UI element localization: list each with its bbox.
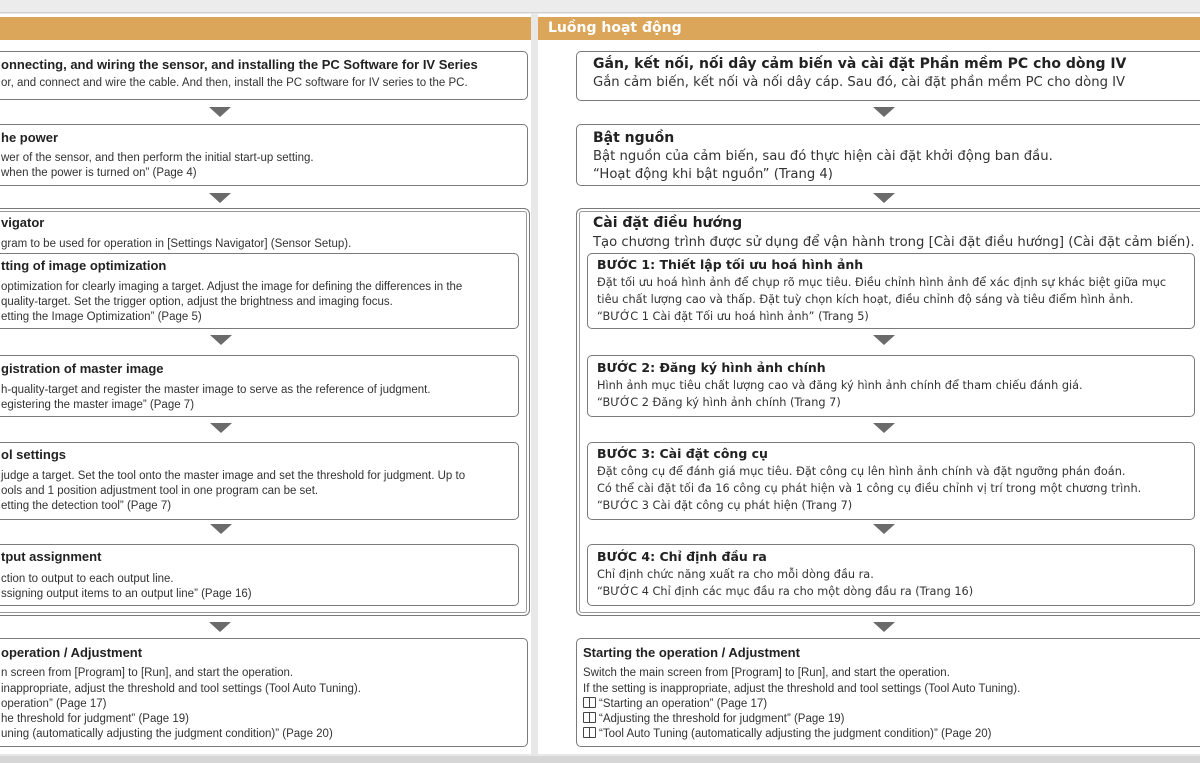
right-navigator-title: Cài đặt điều hướng: [593, 215, 743, 231]
right-operation-ref2: [583, 712, 844, 727]
down-arrow-icon: [209, 193, 231, 203]
right-step3-ref: “BƯỚC 3 Cài đặt công cụ phát hiện (Trang 7): [597, 499, 853, 512]
left-step3-ref: etting the detection tool” (Page 7): [1, 500, 172, 512]
down-arrow-icon: [210, 524, 232, 534]
right-step1-box: [587, 253, 1195, 329]
ref-text: “Starting an operation” (Page 17): [599, 698, 768, 710]
down-arrow-icon: [873, 335, 895, 345]
right-power-text: Bật nguồn của cảm biến, sau đó thực hiện cài đặt khởi động ban đầu.: [593, 149, 1053, 164]
left-operation-ref2: he threshold for judgment” (Page 19): [1, 713, 189, 725]
left-install-title: onnecting, and wiring the sensor, and installing the PC Software for IV Series: [1, 57, 478, 72]
book-icon: [583, 697, 595, 708]
left-step1-box: [0, 253, 519, 329]
left-operation-ref1: operation” (Page 17): [1, 698, 107, 710]
ref-text: “Tool Auto Tuning (automatically adjusting the judgment condition)” (Page 20): [599, 728, 992, 740]
right-step4-box: [587, 544, 1195, 606]
left-page-panel: [0, 14, 531, 754]
left-step4-title: tput assignment: [1, 549, 102, 564]
down-arrow-icon: [873, 193, 895, 203]
left-operation-text2: inappropriate, adjust the threshold and tool settings (Tool Auto Tuning).: [1, 683, 361, 695]
left-step4-ref: ssigning output items to an output line” (Page 16): [1, 588, 252, 600]
right-step4-text: Chỉ định chức năng xuất ra cho mỗi dòng đầu ra.: [597, 568, 874, 581]
left-power-box: [0, 124, 528, 186]
left-operation-title: operation / Adjustment: [1, 645, 143, 660]
right-operation-ref3: [583, 727, 992, 742]
right-operation-ref1: [583, 697, 767, 712]
left-navigator-frame: [0, 208, 530, 616]
left-install-text: or, and connect and wire the cable. And then, install the PC software for IV series to the PC.: [1, 77, 468, 89]
ref-text: “Adjusting the threshold for judgment” (Page 19): [599, 713, 845, 725]
right-step1-title: BƯỚC 1: Thiết lập tối ưu hoá hình ảnh: [597, 257, 864, 272]
down-arrow-icon: [873, 423, 895, 433]
left-step1-ref: etting the Image Optimization” (Page 5): [1, 311, 202, 323]
down-arrow-icon: [210, 423, 232, 433]
left-step1-title: tting of image optimization: [1, 258, 167, 273]
left-operation-text: n screen from [Program] to [Run], and start the operation.: [1, 667, 294, 679]
left-operation-ref3: uning (automatically adjusting the judgment condition)” (Page 20): [1, 728, 333, 740]
right-operation-text2: If the setting is inappropriate, adjust the threshold and tool settings (Tool Auto Tuning).: [583, 683, 1021, 695]
left-step4-box: [0, 544, 519, 606]
left-navigator-title: vigator: [1, 215, 45, 230]
right-install-title: Gắn, kết nối, nối dây cảm biến và cài đặt Phần mềm PC cho dòng IV: [593, 56, 1127, 72]
right-operation-title: Starting the operation / Adjustment: [583, 645, 800, 660]
left-step2-ref: egistering the master image” (Page 7): [1, 399, 195, 411]
right-operation-text: Switch the main screen from [Program] to [Run], and start the operation.: [583, 667, 950, 679]
left-step2-text: h-quality-target and register the master image to serve as the reference of judgment.: [1, 384, 431, 396]
down-arrow-icon: [873, 524, 895, 534]
right-navigator-text: Tạo chương trình được sử dụng để vận hành trong [Cài đặt điều hướng] (Cài đặt cảm biến).: [593, 235, 1195, 250]
right-navigator-frame: [576, 208, 1200, 616]
left-step-install-box: [0, 51, 528, 100]
right-step1-text: Đặt tối ưu hoá hình ảnh để chụp rõ mục tiêu. Điều chỉnh hình ảnh để xác định sự khác biệt giữa mục: [597, 276, 1167, 289]
right-install-box: [576, 51, 1200, 101]
right-step2-ref: “BƯỚC 2 Đăng ký hình ảnh chính (Trang 7): [597, 396, 841, 409]
right-step2-box: [587, 355, 1195, 417]
left-section-header: [0, 17, 531, 40]
right-section-header: Luồng hoạt động: [538, 17, 1200, 40]
left-step4-text: ction to output to each output line.: [1, 573, 174, 585]
left-step3-title: ol settings: [1, 447, 67, 462]
left-operation-box: [0, 638, 528, 747]
left-step1-text: optimization for clearly imaging a target. Adjust the image for defining the differences in the: [1, 281, 463, 293]
left-step3-text2: ools and 1 position adjustment tool in one program can be set.: [1, 485, 319, 497]
right-power-title: Bật nguồn: [593, 130, 675, 146]
left-power-ref: when the power is turned on” (Page 4): [1, 167, 197, 179]
right-step3-title: BƯỚC 3: Cài đặt công cụ: [597, 446, 768, 461]
left-step3-text: judge a target. Set the tool onto the master image and set the threshold for judgment. Up to: [1, 470, 466, 482]
down-arrow-icon: [209, 107, 231, 117]
right-step4-ref: “BƯỚC 4 Chỉ định các mục đầu ra cho một dòng đầu ra (Trang 16): [597, 585, 974, 598]
right-step3-text2: Có thể cài đặt tối đa 16 công cụ phát hiện và 1 công cụ điều chỉnh vị trí trong một chương trình.: [597, 482, 1142, 495]
right-step3-box: [587, 442, 1195, 520]
left-navigator-text: gram to be used for operation in [Settings Navigator] (Sensor Setup).: [1, 238, 352, 250]
right-install-text: Gắn cảm biến, kết nối và nối dây cáp. Sau đó, cài đặt phần mềm PC cho dòng IV: [593, 75, 1126, 90]
left-power-title: he power: [1, 130, 59, 145]
left-step2-title: gistration of master image: [1, 361, 164, 376]
right-power-ref: “Hoạt động khi bật nguồn” (Trang 4): [593, 167, 833, 182]
right-page-panel: [538, 14, 1200, 754]
book-icon: [583, 727, 595, 738]
right-step1-text2: tiêu chất lượng cao và thấp. Đặt tuỳ chọn kích hoạt, điều chỉnh độ sáng và tiêu điểm hình ảnh.: [597, 293, 1134, 306]
left-step1-text2: quality-target. Set the trigger option, adjust the brightness and imaging focus.: [1, 296, 393, 308]
down-arrow-icon: [873, 622, 895, 632]
right-step1-ref: “BƯỚC 1 Cài đặt Tối ưu hoá hình ảnh” (Trang 5): [597, 310, 869, 323]
right-step4-title: BƯỚC 4: Chỉ định đầu ra: [597, 549, 767, 564]
left-power-text: wer of the sensor, and then perform the initial start-up setting.: [1, 152, 314, 164]
right-step2-text: Hình ảnh mục tiêu chất lượng cao và đăng ký hình ảnh chính để tham chiếu đánh giá.: [597, 379, 1083, 392]
right-power-box: [576, 124, 1200, 186]
left-step2-box: [0, 355, 519, 417]
bottom-strip: [0, 756, 1200, 763]
down-arrow-icon: [873, 107, 895, 117]
top-strip: [0, 0, 1200, 13]
right-step3-text: Đặt công cụ để đánh giá mục tiêu. Đặt công cụ lên hình ảnh chính và đặt ngưỡng phán đoán.: [597, 465, 1126, 478]
right-step2-title: BƯỚC 2: Đăng ký hình ảnh chính: [597, 360, 826, 375]
left-step3-box: [0, 442, 519, 520]
down-arrow-icon: [210, 335, 232, 345]
down-arrow-icon: [209, 622, 231, 632]
book-icon: [583, 712, 595, 723]
right-operation-box: [576, 638, 1200, 747]
